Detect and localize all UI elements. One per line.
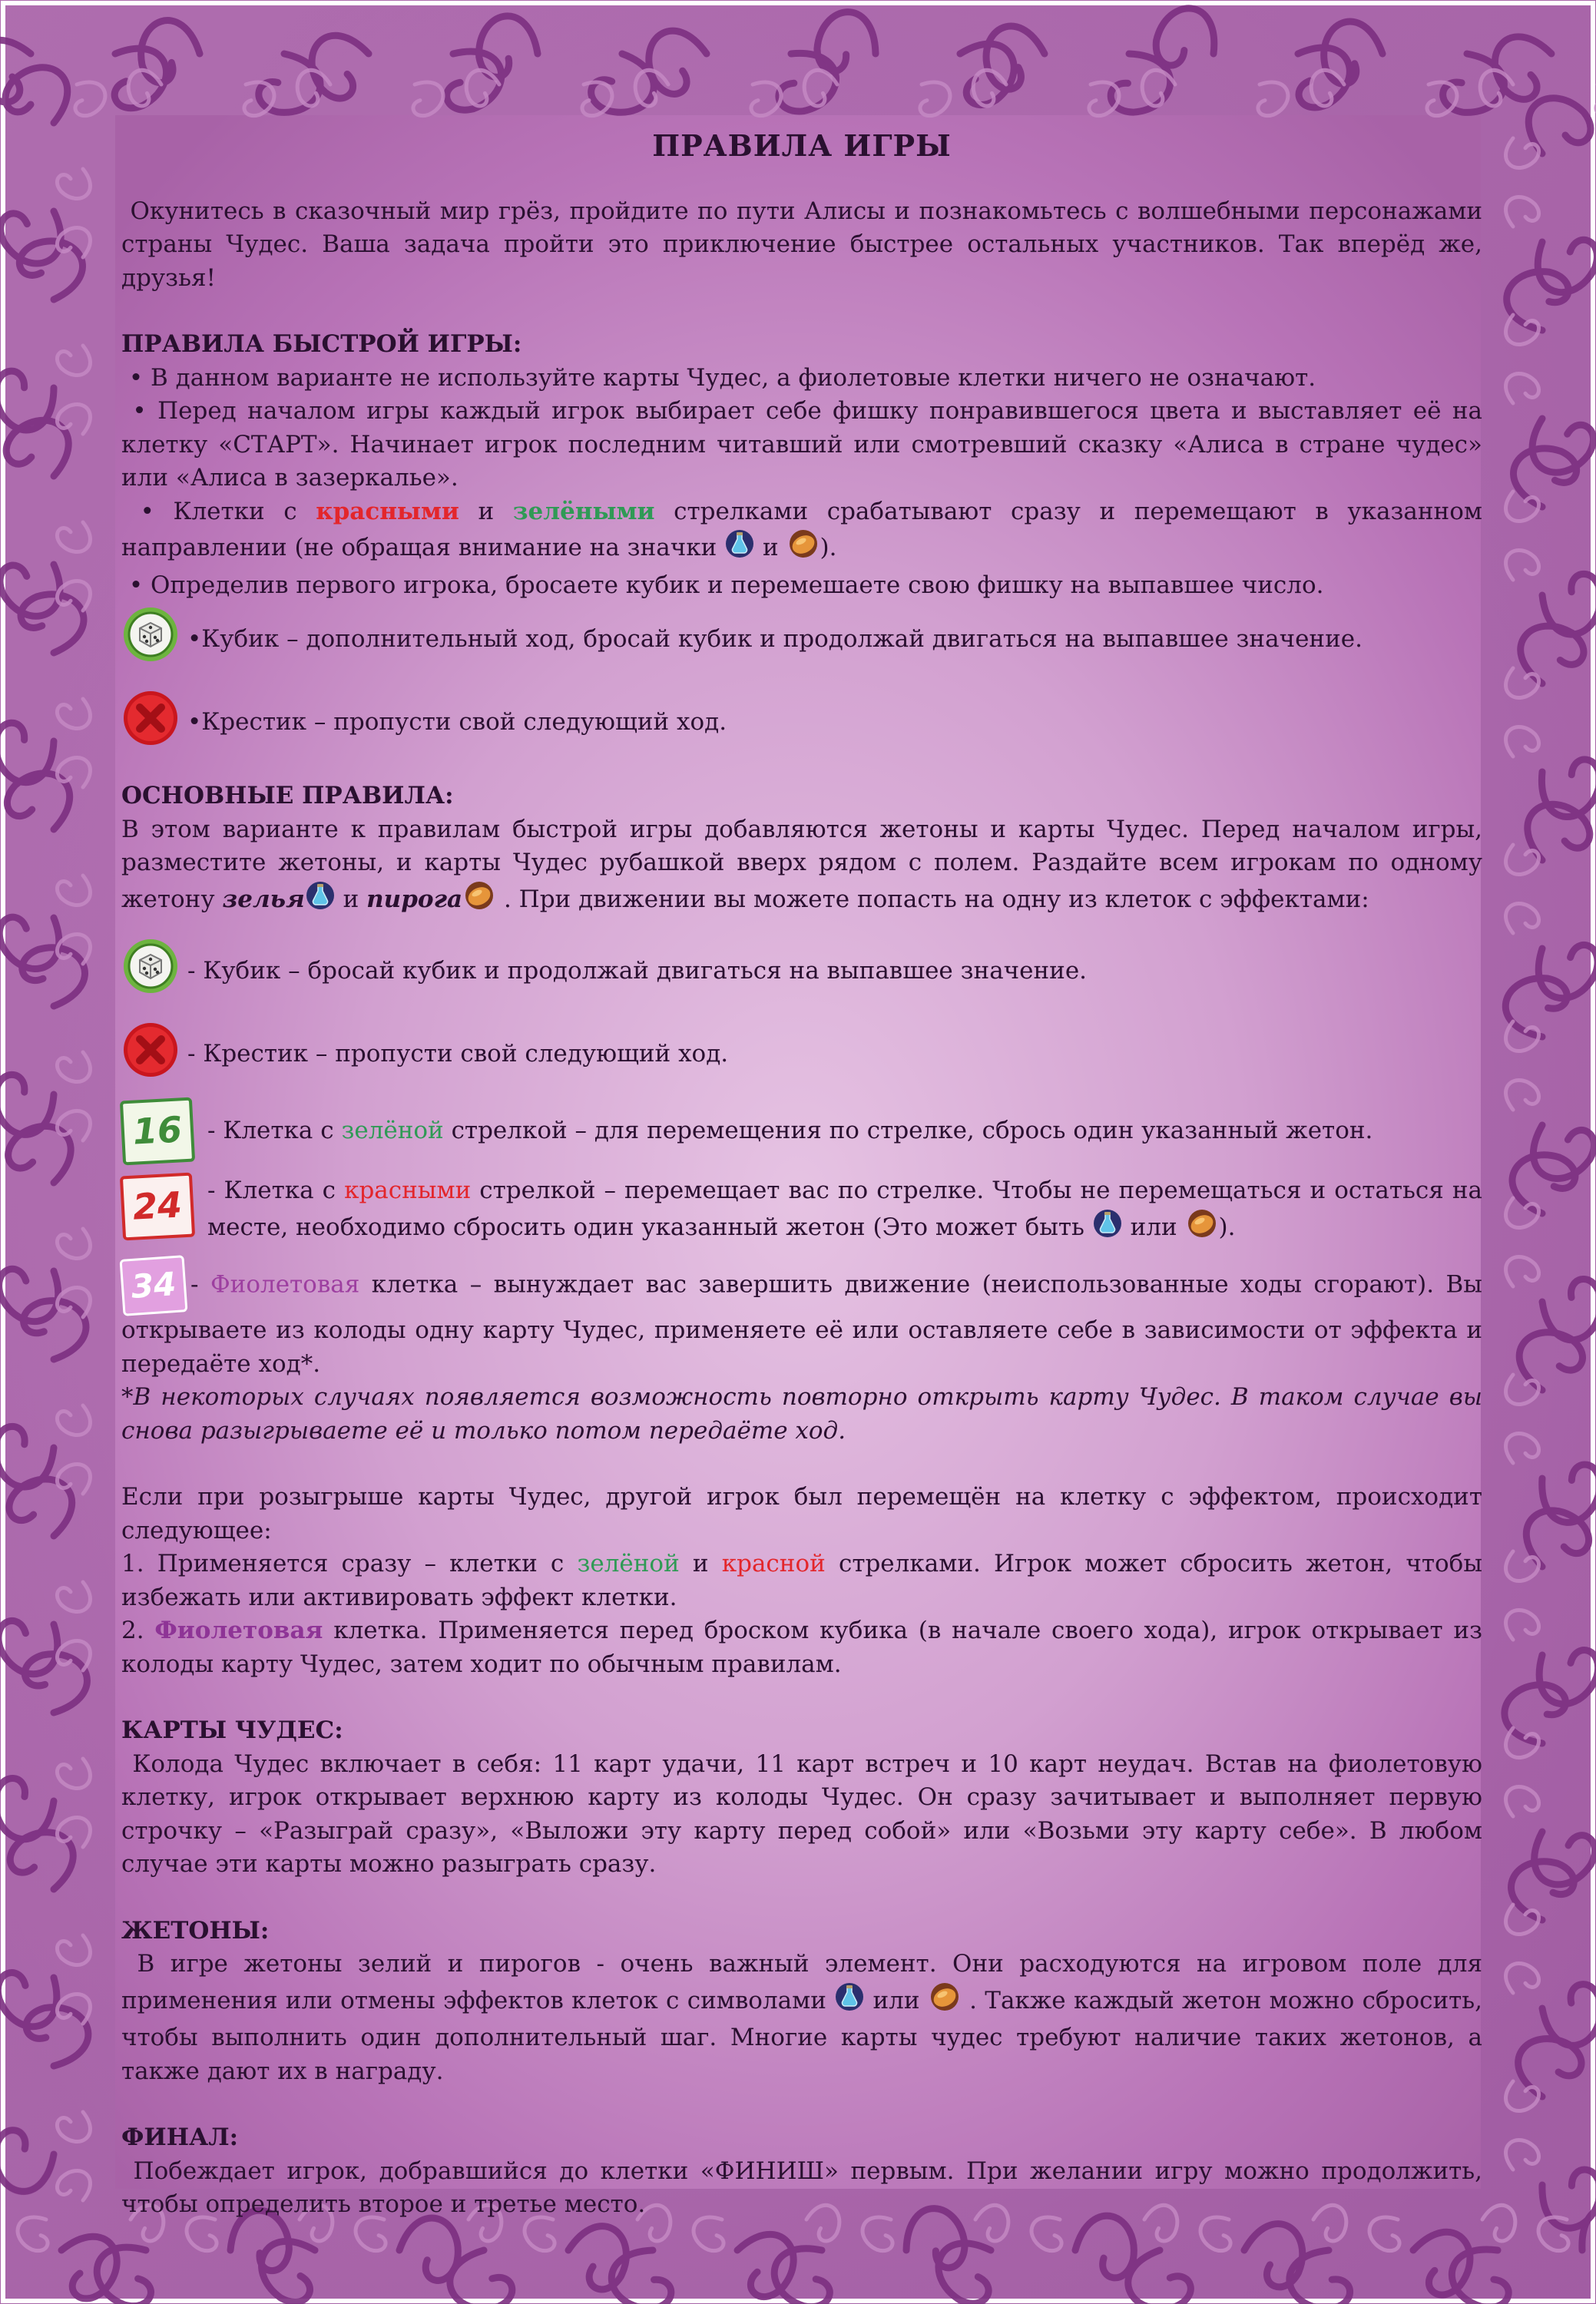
final-heading: ФИНАЛ: (121, 2124, 239, 2151)
green-arrow-rule: 16 - Клетка с зелёной стрелкой – для перемещения по стрелке, сбрось один указанный жетон. (121, 1099, 1482, 1164)
main-rules-heading: ОСНОВНЫЕ ПРАВИЛА: (121, 782, 454, 809)
tokens-paragraph: В игре жетоны зелий и пирогов - очень важный элемент. Они расходуются на игровом поле для применения или отмены эффектов клеток с символами или . Также каждый жетон можно сбросить, чтобы выполнить один дополнительный шаг. Многие карты чудес требуют наличие таких жетонов, а также дают их в награду. (121, 1950, 1483, 2085)
purple-tile-rule: 34 - Фиолетовая клетка – вынуждает вас завершить движение (неиспользованные ходы сгорают). Вы открываете из колоды одну карту Чудес, применяете её или оставляете себе в зависимости от эффекта и передаёте ход*. (121, 1257, 1482, 1381)
dice-icon (121, 605, 180, 674)
cross-icon (121, 689, 180, 757)
potion-icon (1092, 1208, 1123, 1249)
tokens-heading: ЖЕТОНЫ: (121, 1916, 270, 1945)
pie-icon (462, 880, 496, 921)
quick-dice-rule: •Кубик – дополнительный ход, бросай кубик и продолжай двигаться на выпавшее значение. (121, 605, 1482, 674)
pie-icon (1185, 1208, 1219, 1249)
red-arrow-rule: 24 - Клетка с красными стрелкой – перемещает вас по стрелке. Чтобы не перемещаться и остаться на месте, необходимо сбросить один указанный жетон (Это может быть или ). (121, 1174, 1482, 1248)
cards-heading: КАРТЫ ЧУДЕС: (121, 1716, 343, 1744)
potion-icon (305, 880, 336, 921)
cross-icon (121, 1021, 180, 1089)
final-paragraph: Побеждает игрок, добравшийся до клетки «ФИНИШ» первым. При желании игру можно продолжить, чтобы определить второе и третье место. (121, 2157, 1482, 2218)
pie-icon (786, 528, 820, 569)
dice-icon (121, 937, 180, 1005)
quick-rule-1: • В данном варианте не используйте карты Чудес, а фиолетовые клетки ничего не означают. (128, 363, 1316, 392)
cards-paragraph: Колода Чудес включает в себя: 11 карт удачи, 11 карт встреч и 10 карт неудач. Встав на фиолетовую клетку, игрок открывает верхнюю карту из колоды Чудес. Он сразу зачитывает и выполняет первую строчку – «Разыграй сразу», «Выложи эту карту перед собой» или «Возьми эту карту себе». В любом случае эти карты можно разыграть сразу. (121, 1750, 1482, 1878)
quick-rule-3: • Клетки с красными и зелёными стрелками срабатывают сразу и перемещают в указанном направлении (не обращая внимание на значки и ). (121, 495, 1482, 569)
list-item-1: 1. Применяется сразу – клетки с зелёной и красной стрелками. Игрок может сбросить жетон, чтобы избежать или активировать эффект клетки. (121, 1550, 1482, 1611)
quick-rule-2: • Перед началом игры каждый игрок выбирает себе фишку понравившегося цвета и выставляет её на клетку «СТАРТ». Начинает игрок последним читавший или смотревший сказку «Алиса в стране чудес» или «Алиса в зазеркалье». (121, 397, 1482, 492)
wonder-effect-paragraph: Если при розыгрыше карты Чудес, другой игрок был перемещён на клетку с эффектом, происходит следующее: (121, 1483, 1482, 1544)
potion-icon (724, 528, 755, 569)
quick-cross-rule: •Крестик – пропусти свой следующий ход. (121, 689, 1482, 757)
red-tile-icon: 24 (120, 1173, 195, 1241)
rules-content (121, 129, 1482, 2222)
footnote: *В некоторых случаях появляется возможность повторно открыть карту Чудес. В таком случае вы снова разыгрываете её и только потом передаёте ход. (121, 1383, 1482, 1445)
potion-icon (834, 1981, 865, 2022)
green-word: зелёными (512, 497, 655, 525)
list-item-2: 2. Фиолетовая клетка. Применяется перед броском кубика (в начале своего хода), игрок открывает из колоды карту Чудес, затем ходит по обычным правилам. (121, 1617, 1482, 1678)
page-title: ПРАВИЛА ИГРЫ (652, 128, 952, 163)
red-word: красными (316, 497, 459, 525)
intro-paragraph: Окунитесь в сказочный мир грёз, пройдите по пути Алисы и познакомьтесь с волшебными персонажами страны Чудес. Ваша задача пройти это приключение быстрее остальных участников. Так вперёд же, друзья! (121, 197, 1483, 292)
quick-rules-heading: ПРАВИЛА БЫСТРОЙ ИГРЫ: (121, 330, 522, 358)
main-rules-intro: В этом варианте к правилам быстрой игры добавляются жетоны и карты Чудес. Перед началом игры, разместите жетоны, и карты Чудес рубашкой вверх рядом с полем. Раздайте всем игрокам по одному жетону зелья и пирога . При движении вы можете попасть на одну из клеток с эффектами: (121, 813, 1482, 921)
pie-icon (928, 1981, 962, 2022)
quick-rule-4: • Определив первого игрока, бросаете кубик и перемешаете свою фишку на выпавшее число. (128, 571, 1324, 599)
purple-tile-icon: 34 (120, 1255, 188, 1316)
green-tile-icon: 16 (120, 1097, 195, 1166)
main-dice-rule: - Кубик – бросай кубик и продолжай двигаться на выпавшее значение. (121, 937, 1482, 1005)
main-cross-rule: - Крестик – пропусти свой следующий ход. (121, 1021, 1482, 1089)
